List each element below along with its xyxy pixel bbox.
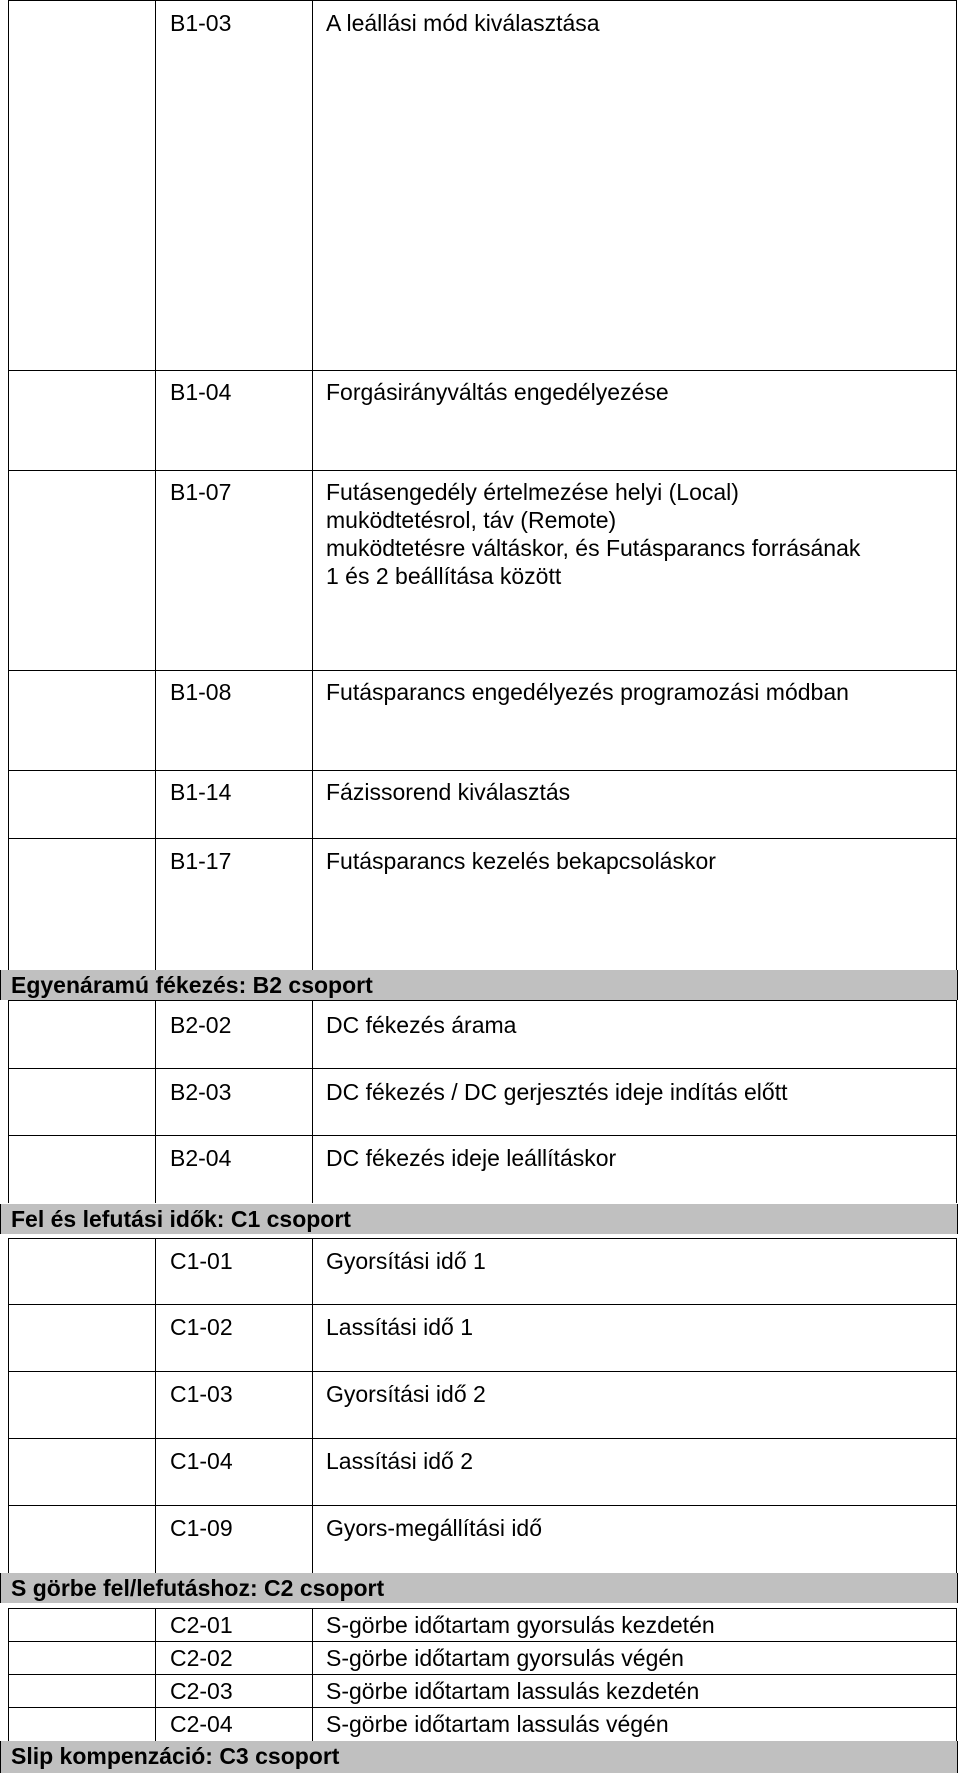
table-row <box>0 670 960 770</box>
param-desc: S-görbe időtartam gyorsulás végén <box>326 1645 684 1671</box>
table-row <box>0 1371 960 1438</box>
table-row <box>0 1505 960 1573</box>
param-code: B2-02 <box>170 1012 232 1038</box>
param-code: B1-14 <box>170 779 232 805</box>
param-code: C1-01 <box>170 1248 233 1274</box>
param-desc-line: muködtetésre váltáskor, és Futásparancs forrásának <box>326 535 861 561</box>
param-code: B2-03 <box>170 1079 232 1105</box>
group-header <box>0 1573 958 1603</box>
param-desc: Futásparancs kezelés bekapcsoláskor <box>326 848 716 874</box>
group-header <box>0 1204 958 1234</box>
table-row <box>0 1674 960 1707</box>
param-desc: Fázissorend kiválasztás <box>326 779 571 805</box>
table-row <box>0 1000 960 1068</box>
param-desc: S-görbe időtartam lassulás kezdetén <box>326 1678 700 1704</box>
group-title: Slip kompenzáció: C3 csoport <box>11 1743 340 1769</box>
table-row <box>0 770 960 838</box>
group-title: Egyenáramú fékezés: B2 csoport <box>11 972 373 998</box>
table-row <box>0 838 960 970</box>
group-title: Fel és lefutási idők: C1 csoport <box>11 1206 351 1232</box>
param-code: B1-03 <box>170 10 232 36</box>
table-row <box>0 470 960 670</box>
table-row <box>0 1068 960 1135</box>
table-row <box>0 370 960 470</box>
param-code: B1-07 <box>170 479 232 505</box>
param-code: C1-02 <box>170 1314 233 1340</box>
param-desc: Gyorsítási idő 2 <box>326 1381 486 1407</box>
param-code: B1-08 <box>170 679 232 705</box>
param-desc: Gyors-megállítási idő <box>326 1515 543 1541</box>
param-code: B1-17 <box>170 848 232 874</box>
param-code: B2-04 <box>170 1145 232 1171</box>
table-row <box>0 1304 960 1371</box>
param-desc: DC fékezés árama <box>326 1012 517 1038</box>
param-desc: S-görbe időtartam gyorsulás kezdetén <box>326 1612 715 1638</box>
param-code: C2-01 <box>170 1612 233 1638</box>
group-header <box>0 970 958 1000</box>
group-title: S görbe fel/lefutáshoz: C2 csoport <box>11 1575 385 1601</box>
table-row <box>0 1438 960 1505</box>
param-desc: Forgásirányváltás engedélyezése <box>326 379 669 405</box>
param-desc-line: 1 és 2 beállítása között <box>326 563 562 589</box>
param-code: C1-09 <box>170 1515 233 1541</box>
param-desc-line: muködtetésrol, táv (Remote) <box>326 507 617 533</box>
table-row <box>0 1135 960 1203</box>
param-code: C2-04 <box>170 1711 233 1737</box>
table-row <box>0 1641 960 1674</box>
param-desc: Lassítási idő 2 <box>326 1448 474 1474</box>
param-desc: Gyorsítási idő 1 <box>326 1248 486 1274</box>
param-code: C2-03 <box>170 1678 233 1704</box>
table-row <box>0 1238 960 1304</box>
param-desc: Lassítási idő 1 <box>326 1314 474 1340</box>
group-header <box>0 1741 958 1773</box>
param-desc: A leállási mód kiválasztása <box>326 10 600 36</box>
table-row <box>0 1707 960 1741</box>
param-desc-line: Futásengedély értelmezése helyi (Local) <box>326 479 739 505</box>
param-code: C1-03 <box>170 1381 233 1407</box>
param-desc: DC fékezés / DC gerjesztés ideje indítás előtt <box>326 1079 788 1105</box>
param-code: C1-04 <box>170 1448 233 1474</box>
param-desc: S-görbe időtartam lassulás végén <box>326 1711 669 1737</box>
param-code: B1-04 <box>170 379 232 405</box>
param-desc: DC fékezés ideje leállításkor <box>326 1145 617 1171</box>
table-row <box>0 0 960 370</box>
param-desc: Futásparancs engedélyezés programozási módban <box>326 679 849 705</box>
table-row <box>0 1608 960 1641</box>
param-code: C2-02 <box>170 1645 233 1671</box>
